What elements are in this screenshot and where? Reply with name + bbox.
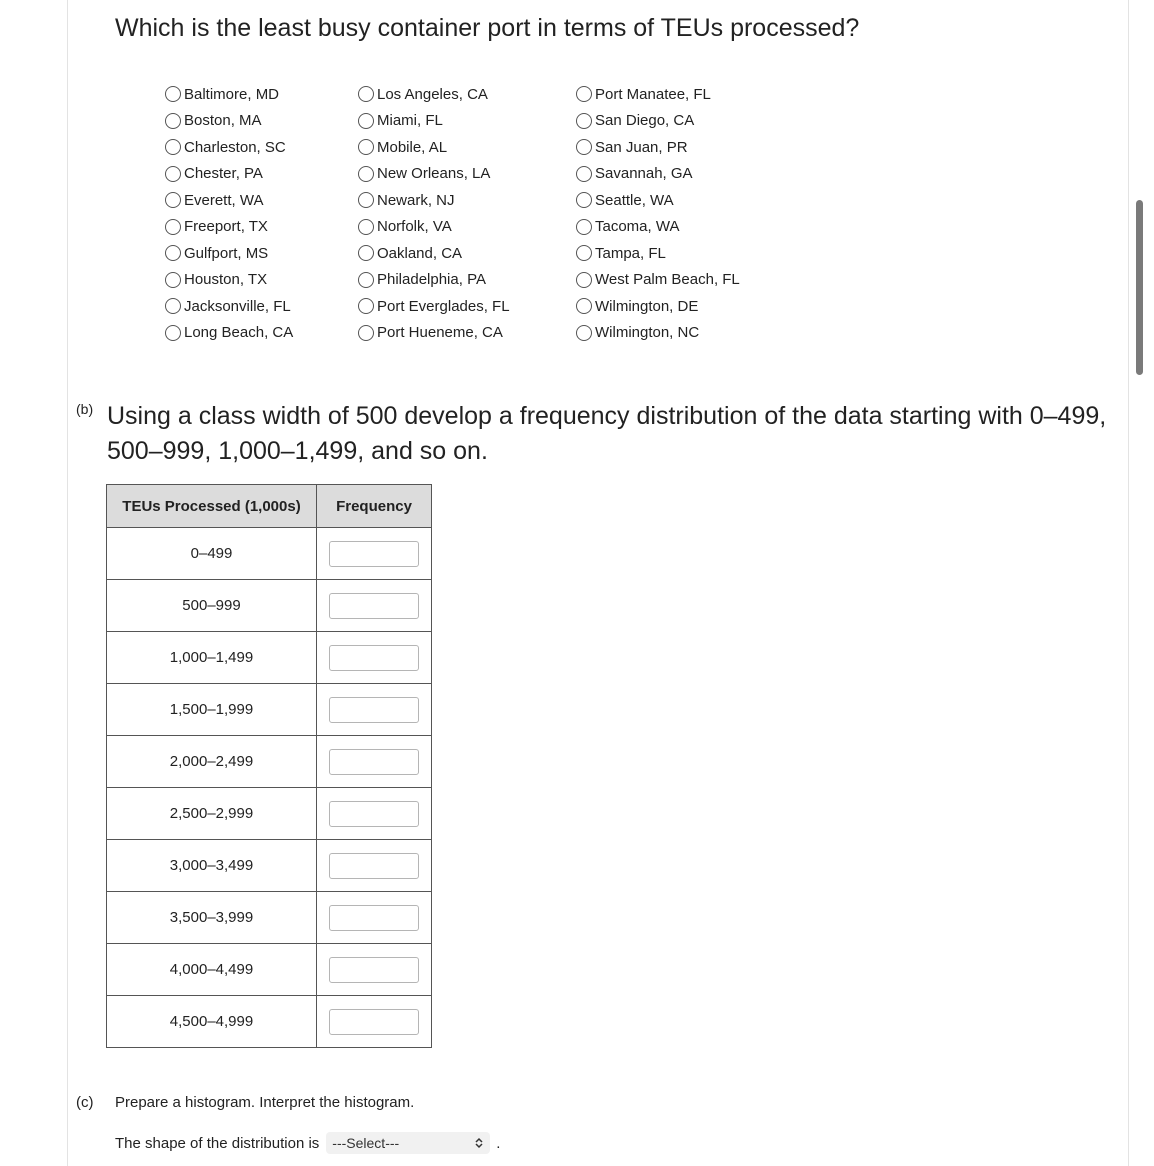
class-range: 3,500–3,999 (107, 892, 317, 944)
port-option-label: San Juan, PR (595, 138, 688, 156)
radio-button[interactable] (165, 325, 181, 341)
frequency-input[interactable] (329, 541, 419, 567)
shape-prefix: The shape of the distribution is (115, 1134, 320, 1152)
radio-button[interactable] (576, 86, 592, 102)
port-option[interactable] (358, 161, 510, 188)
part-b-instructions: Using a class width of 500 develop a frequency distribution of the data starting with 0–499, 500–999, 1,000–1,499, and so on. (107, 402, 1107, 465)
port-option[interactable] (576, 267, 740, 294)
table-row (107, 736, 432, 788)
frequency-input[interactable] (329, 697, 419, 723)
port-option-label: Wilmington, DE (595, 297, 699, 315)
port-option-label: New Orleans, LA (377, 165, 491, 183)
port-option-label: Houston, TX (184, 271, 268, 289)
port-option-label: Boston, MA (184, 112, 262, 130)
port-option-label: San Diego, CA (595, 112, 695, 130)
scrollbar-track[interactable] (1134, 0, 1154, 1166)
port-option-label: Long Beach, CA (184, 324, 294, 342)
port-option[interactable] (576, 134, 740, 161)
class-range: 4,500–4,999 (107, 996, 317, 1048)
radio-button[interactable] (165, 139, 181, 155)
frequency-input[interactable] (329, 749, 419, 775)
port-option[interactable] (165, 81, 293, 108)
frequency-table (106, 484, 432, 1048)
port-option[interactable] (576, 240, 740, 267)
port-option[interactable] (358, 81, 510, 108)
radio-button[interactable] (576, 139, 592, 155)
port-option[interactable] (576, 108, 740, 135)
port-option[interactable] (358, 108, 510, 135)
port-option-label: Oakland, CA (377, 244, 463, 262)
frequency-cell (317, 996, 432, 1048)
port-option-label: Charleston, SC (184, 138, 286, 156)
port-option-label: Wilmington, NC (595, 324, 700, 342)
radio-button[interactable] (358, 86, 374, 102)
frequency-input[interactable] (329, 593, 419, 619)
chevron-up-down-icon (474, 1137, 484, 1149)
radio-button[interactable] (576, 272, 592, 288)
part-b-label: (b) (76, 401, 94, 417)
radio-button[interactable] (165, 113, 181, 129)
port-option[interactable] (165, 134, 293, 161)
port-option[interactable] (358, 320, 510, 347)
port-option-label: Port Hueneme, CA (377, 324, 503, 342)
port-option[interactable] (576, 81, 740, 108)
table-header-row (107, 485, 432, 528)
port-option[interactable] (358, 267, 510, 294)
port-option[interactable] (358, 187, 510, 214)
question-text: Which is the least busy container port in terms of TEUs processed? (115, 14, 860, 42)
radio-button[interactable] (165, 219, 181, 235)
class-range: 2,000–2,499 (107, 736, 317, 788)
frequency-input[interactable] (329, 1009, 419, 1035)
frequency-cell (317, 736, 432, 788)
part-c-label: (c) (76, 1094, 94, 1111)
port-option-label: Gulfport, MS (184, 244, 269, 262)
radio-button[interactable] (165, 298, 181, 314)
frequency-cell (317, 944, 432, 996)
port-option-label: Chester, PA (184, 165, 263, 183)
port-option[interactable] (165, 161, 293, 188)
radio-button[interactable] (358, 325, 374, 341)
options-column-2 (358, 81, 510, 346)
table-row (107, 632, 432, 684)
port-option-label: Freeport, TX (184, 218, 268, 236)
port-option-label: Tampa, FL (595, 244, 666, 262)
frequency-column-header: Frequency (317, 485, 432, 528)
class-range: 500–999 (107, 580, 317, 632)
sentence-period: . (496, 1134, 501, 1152)
table-row (107, 580, 432, 632)
frequency-input[interactable] (329, 853, 419, 879)
frequency-cell (317, 580, 432, 632)
part-c-instructions: Prepare a histogram. Interpret the histogram. (115, 1094, 415, 1111)
class-range: 0–499 (107, 528, 317, 580)
class-range: 1,500–1,999 (107, 684, 317, 736)
table-row (107, 944, 432, 996)
port-option-label: Los Angeles, CA (377, 85, 488, 103)
radio-button[interactable] (576, 298, 592, 314)
class-range: 3,000–3,499 (107, 840, 317, 892)
port-option-label: Seattle, WA (595, 191, 674, 209)
port-option[interactable] (358, 134, 510, 161)
frequency-input[interactable] (329, 801, 419, 827)
radio-button[interactable] (358, 139, 374, 155)
radio-button[interactable] (576, 166, 592, 182)
port-option[interactable] (358, 214, 510, 241)
frequency-cell (317, 788, 432, 840)
radio-button[interactable] (165, 245, 181, 261)
table-row (107, 996, 432, 1048)
table-row (107, 788, 432, 840)
radio-button[interactable] (576, 245, 592, 261)
options-column-3 (576, 81, 740, 346)
port-option[interactable] (165, 240, 293, 267)
frequency-input[interactable] (329, 905, 419, 931)
port-option[interactable] (576, 293, 740, 320)
frequency-cell (317, 892, 432, 944)
shape-sentence (115, 1132, 500, 1154)
port-option-label: Baltimore, MD (184, 85, 280, 103)
radio-button[interactable] (165, 272, 181, 288)
radio-button[interactable] (358, 245, 374, 261)
radio-button[interactable] (358, 166, 374, 182)
class-range: 1,000–1,499 (107, 632, 317, 684)
port-option[interactable] (576, 214, 740, 241)
port-option-label: Mobile, AL (377, 138, 448, 156)
port-option[interactable] (576, 320, 740, 347)
class-range: 2,500–2,999 (107, 788, 317, 840)
table-row (107, 528, 432, 580)
class-range: 4,000–4,499 (107, 944, 317, 996)
port-option-label: Philadelphia, PA (377, 271, 486, 289)
frequency-input[interactable] (329, 645, 419, 671)
port-option[interactable] (165, 320, 293, 347)
radio-button[interactable] (358, 219, 374, 235)
teus-column-header: TEUs Processed (1,000s) (107, 485, 317, 528)
radio-button[interactable] (576, 113, 592, 129)
port-option-label: Miami, FL (377, 112, 443, 130)
port-option[interactable] (358, 240, 510, 267)
port-option-label: Everett, WA (184, 191, 264, 209)
port-option-label: Savannah, GA (595, 165, 693, 183)
shape-select-value: ---Select--- (332, 1135, 400, 1151)
frequency-cell (317, 684, 432, 736)
frequency-cell (317, 840, 432, 892)
table-row (107, 892, 432, 944)
options-column-1 (165, 81, 293, 346)
radio-button[interactable] (358, 298, 374, 314)
port-option-label: Tacoma, WA (595, 218, 680, 236)
port-option[interactable] (165, 293, 293, 320)
frequency-cell (317, 528, 432, 580)
port-option[interactable] (165, 214, 293, 241)
table-row (107, 684, 432, 736)
port-option-label: Norfolk, VA (377, 218, 452, 236)
radio-button[interactable] (576, 219, 592, 235)
radio-button[interactable] (576, 192, 592, 208)
radio-button[interactable] (165, 86, 181, 102)
frequency-cell (317, 632, 432, 684)
radio-button[interactable] (358, 272, 374, 288)
port-option-label: Port Everglades, FL (377, 297, 510, 315)
radio-button[interactable] (576, 325, 592, 341)
port-option[interactable] (576, 187, 740, 214)
port-option-label: Port Manatee, FL (595, 85, 711, 103)
scrollbar-thumb[interactable] (1136, 200, 1143, 375)
radio-button[interactable] (358, 192, 374, 208)
port-option[interactable] (576, 161, 740, 188)
port-option[interactable] (165, 187, 293, 214)
port-option[interactable] (165, 108, 293, 135)
port-option[interactable] (165, 267, 293, 294)
table-row (107, 840, 432, 892)
port-option-label: Jacksonville, FL (184, 297, 291, 315)
shape-select[interactable] (326, 1132, 490, 1154)
port-option[interactable] (358, 293, 510, 320)
radio-button[interactable] (165, 192, 181, 208)
radio-button[interactable] (165, 166, 181, 182)
port-option-label: West Palm Beach, FL (595, 271, 740, 289)
radio-button[interactable] (358, 113, 374, 129)
frequency-input[interactable] (329, 957, 419, 983)
port-option-label: Newark, NJ (377, 191, 455, 209)
